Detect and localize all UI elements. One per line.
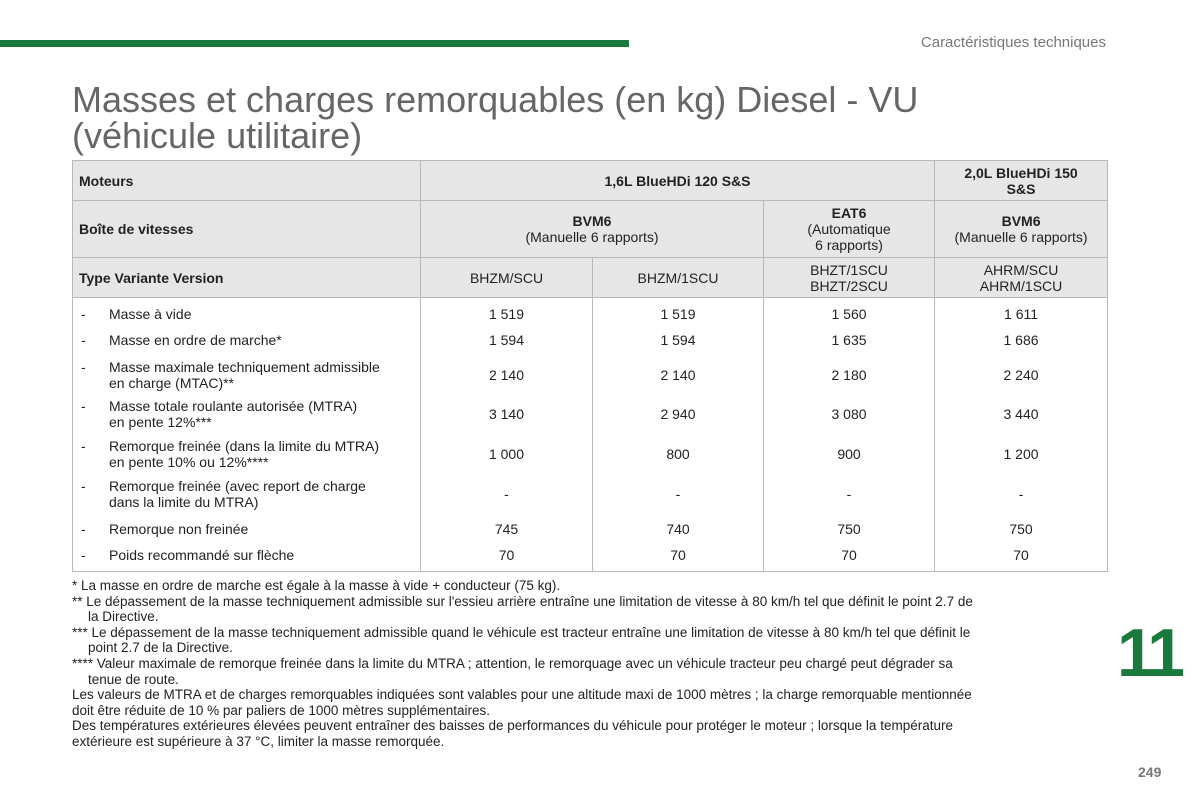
- row-label: [73, 326, 421, 355]
- value-cell: 1 635: [764, 326, 935, 355]
- value-cell: -: [764, 474, 935, 515]
- row-label-line: dans la limite du MTRA): [109, 494, 259, 510]
- value-cell: 70: [421, 544, 593, 572]
- row-dash: -: [81, 332, 86, 348]
- row-label-line: Remorque non freinée: [109, 521, 249, 537]
- row-label: [73, 434, 421, 474]
- row-dash: -: [81, 547, 86, 564]
- row-label: [73, 355, 421, 395]
- gearbox-header-3: BVM6 (Manuelle 6 rapports): [935, 201, 1108, 258]
- page-title-line-2: (véhicule utilitaire): [72, 115, 363, 156]
- value-cell: 1 686: [935, 326, 1108, 355]
- value-cell: 1 000: [421, 434, 593, 474]
- value-cell: 1 611: [935, 298, 1108, 326]
- moteurs-label: Moteurs: [73, 161, 421, 201]
- type-cell: BHZT/1SCU BHZT/2SCU: [764, 258, 935, 298]
- row-dash: -: [81, 358, 86, 375]
- row-label-line: en charge (MTAC)**: [109, 374, 235, 391]
- value-cell: -: [593, 474, 764, 515]
- row-label: [73, 395, 421, 434]
- section-title: Caractéristiques techniques: [920, 34, 1106, 51]
- type-header-row: [73, 258, 1108, 298]
- row-dash: -: [81, 437, 86, 454]
- value-cell: 1 200: [935, 434, 1108, 474]
- table-row: [73, 434, 1108, 474]
- row-dash: -: [81, 305, 86, 322]
- value-cell: 70: [764, 544, 935, 572]
- value-cell: 70: [593, 544, 764, 572]
- value-cell: 750: [764, 515, 935, 544]
- type-cell: BHZM/1SCU: [593, 258, 764, 298]
- value-cell: -: [935, 474, 1108, 515]
- footnote: **** Valeur maximale de remorque freinée dans la limite du MTRA ; attention, le remorquage avec un véhicule tracteur peu chargé peut dégrader sa: [72, 655, 953, 671]
- row-label: [73, 298, 421, 326]
- page-number: 249: [1138, 764, 1162, 780]
- value-cell: 3 140: [421, 395, 593, 434]
- footnote-continuation: la Directive.: [88, 609, 159, 625]
- value-cell: 1 519: [421, 298, 593, 326]
- row-label-line: Remorque freinée (avec report de charge: [109, 478, 366, 494]
- table-row: [73, 326, 1108, 355]
- row-label-line: Remorque freinée (dans la limite du MTRA): [109, 437, 379, 454]
- table-body: [73, 298, 1108, 572]
- row-dash: -: [81, 478, 86, 494]
- type-cell: AHRM/SCU AHRM/1SCU: [935, 258, 1108, 298]
- footnote-continuation: point 2.7 de la Directive.: [88, 640, 233, 656]
- footnote: * La masse en ordre de marche est égale à la masse à vide + conducteur (75 kg).: [72, 578, 561, 593]
- row-label-line: en pente 10% ou 12%****: [109, 453, 269, 470]
- engine-1-header: 1,6L BlueHDi 120 S&S: [421, 161, 935, 201]
- value-cell: 2 140: [421, 355, 593, 395]
- boite-label: Boîte de vitesses: [73, 201, 421, 258]
- gearbox-header-1: BVM6 (Manuelle 6 rapports): [421, 201, 764, 258]
- table-row: [73, 515, 1108, 544]
- row-label: [73, 515, 421, 544]
- page-title: [72, 79, 972, 156]
- type-label: Type Variante Version: [73, 258, 421, 298]
- paragraph: extérieure est supérieure à 37 °C, limiter la masse remorquée.: [72, 733, 445, 749]
- footnotes: [72, 578, 1112, 750]
- chapter-number: 11: [1117, 615, 1181, 691]
- row-label: [73, 544, 421, 572]
- row-label-line: Masse maximale techniquement admissible: [109, 358, 380, 375]
- row-label-line: Masse à vide: [109, 305, 192, 322]
- table-row: [73, 474, 1108, 515]
- engine-header-row: [73, 161, 1108, 201]
- value-cell: 3 440: [935, 395, 1108, 434]
- value-cell: 800: [593, 434, 764, 474]
- table-row: [73, 355, 1108, 395]
- gearbox-header-2: EAT6 (Automatique 6 rapports): [764, 201, 935, 258]
- page-title-line-1: Masses et charges remorquables (en kg) Diesel - VU: [72, 79, 919, 120]
- row-dash: -: [81, 521, 86, 537]
- value-cell: 745: [421, 515, 593, 544]
- row-label-line: Poids recommandé sur flèche: [109, 547, 295, 564]
- value-cell: 740: [593, 515, 764, 544]
- paragraph: Des températures extérieures élevées peuvent entraîner des baisses de performances du véhicule pour protéger le moteur ; lorsque la température: [72, 718, 953, 734]
- value-cell: -: [421, 474, 593, 515]
- value-cell: 2 140: [593, 355, 764, 395]
- paragraph: doit être réduite de 10 % par paliers de 1000 mètres supplémentaires.: [72, 702, 490, 718]
- value-cell: 900: [764, 434, 935, 474]
- engine-2-header: 2,0L BlueHDi 150 S&S: [935, 161, 1108, 201]
- gearbox-header-row: [73, 201, 1108, 258]
- footnote-continuation: tenue de route.: [88, 671, 179, 687]
- table-row: [73, 395, 1108, 434]
- value-cell: 2 940: [593, 395, 764, 434]
- header-accent-bar: [0, 40, 629, 47]
- row-label-line: Masse en ordre de marche*: [109, 332, 282, 348]
- footnote: ** Le dépassement de la masse techniquement admissible sur l'essieu arrière entraîne une limitation de vitesse à 80 km/h tel que définit le point 2.7 de: [72, 593, 973, 609]
- value-cell: 750: [935, 515, 1108, 544]
- footnote: *** Le dépassement de la masse techniquement admissible quand le véhicule est tracteur entraîne une limitation de vitesse à 80 km/h tel que définit le: [72, 624, 971, 640]
- value-cell: 3 080: [764, 395, 935, 434]
- type-cell: BHZM/SCU: [421, 258, 593, 298]
- paragraph: Les valeurs de MTRA et de charges remorquables indiquées sont valables pour une altitude maxi de 1000 mètres ; la charge remorquable mentionnée: [72, 687, 972, 703]
- value-cell: 1 594: [421, 326, 593, 355]
- table-row: [73, 544, 1108, 572]
- value-cell: 2 180: [764, 355, 935, 395]
- value-cell: 1 560: [764, 298, 935, 326]
- value-cell: 1 594: [593, 326, 764, 355]
- row-label: [73, 474, 421, 515]
- row-dash: -: [81, 398, 86, 414]
- value-cell: 70: [935, 544, 1108, 572]
- table-row: [73, 298, 1108, 326]
- row-label-line: en pente 12%***: [109, 414, 212, 430]
- mass-specifications-table: [72, 160, 1108, 572]
- value-cell: 2 240: [935, 355, 1108, 395]
- value-cell: 1 519: [593, 298, 764, 326]
- row-label-line: Masse totale roulante autorisée (MTRA): [109, 398, 358, 414]
